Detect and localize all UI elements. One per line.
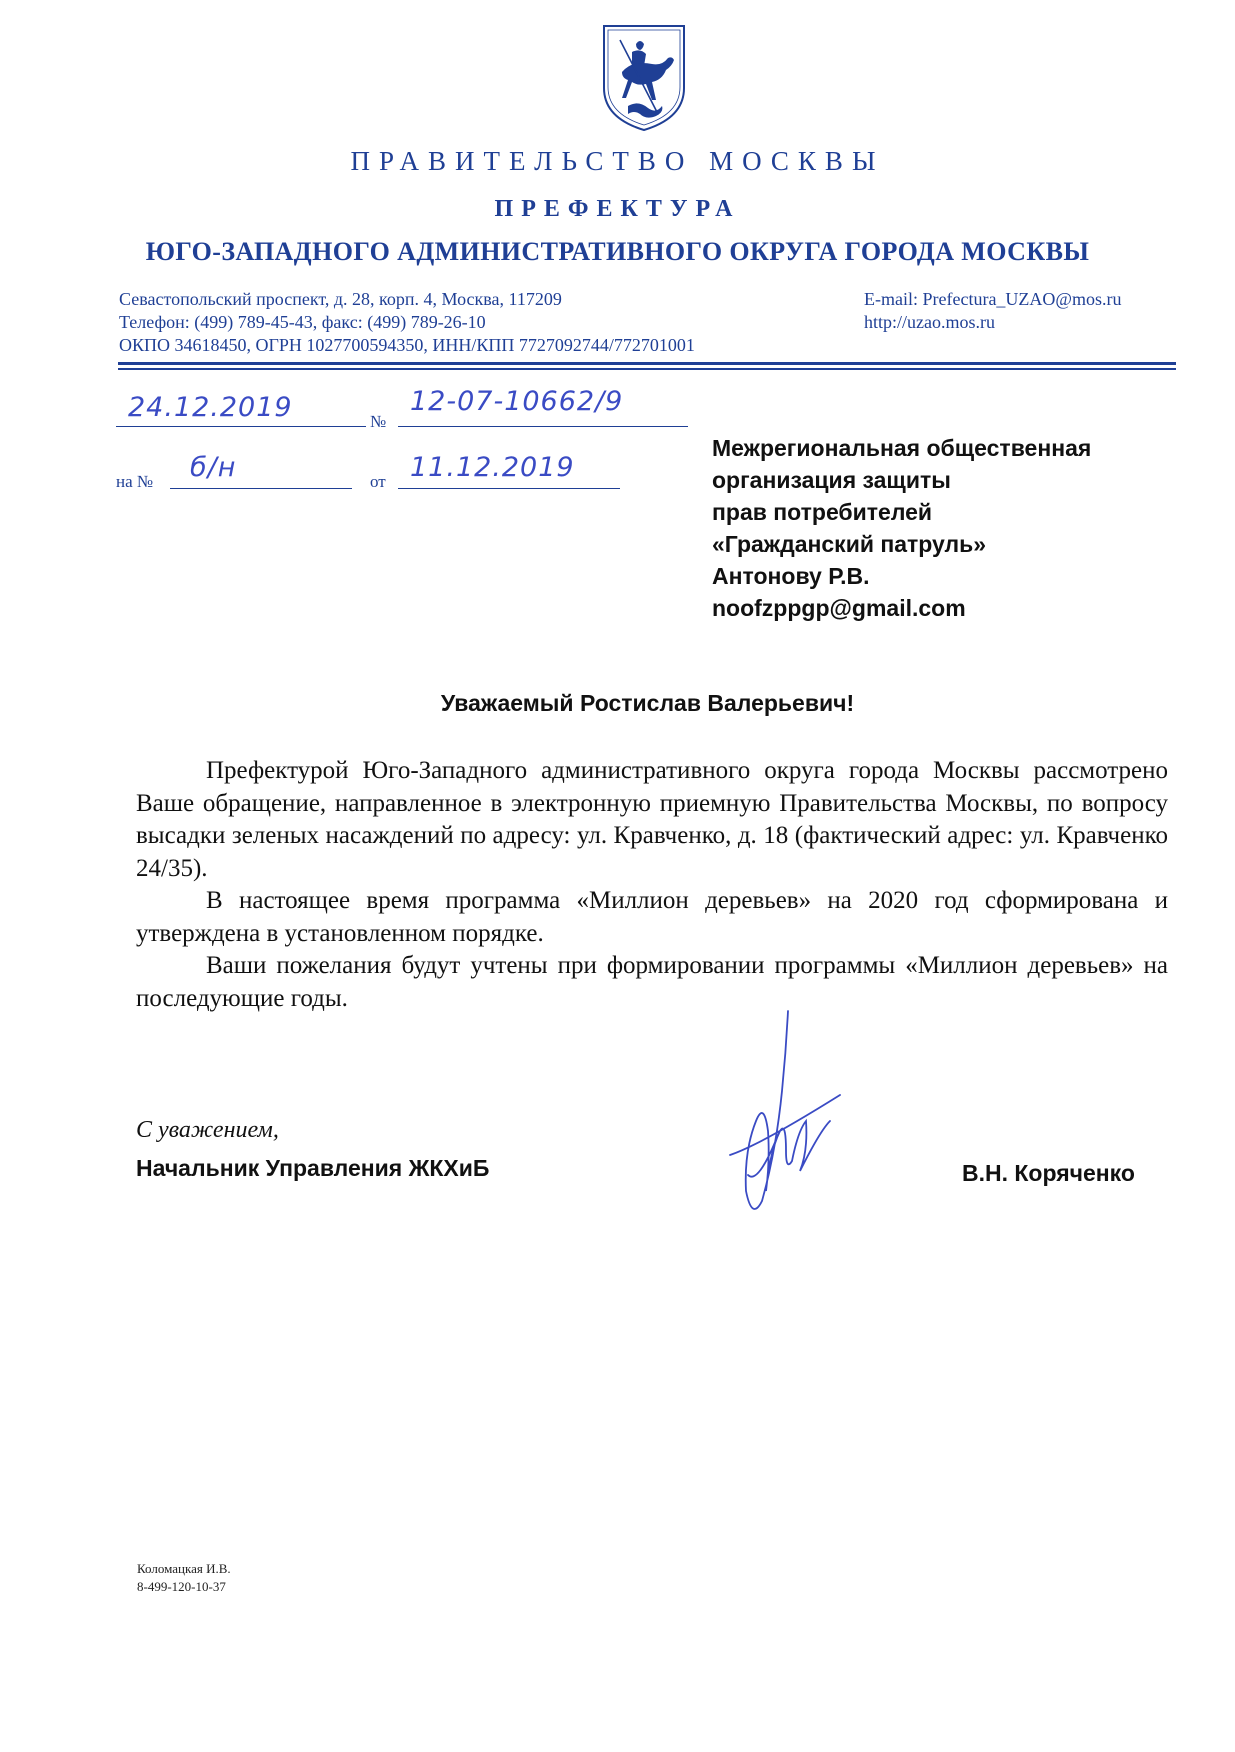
number-underline bbox=[398, 426, 688, 427]
salutation: Уважаемый Ростислав Валерьевич! bbox=[440, 690, 855, 716]
body-paragraph: В настоящее время программа «Миллион деревьев» на 2020 год сформирована и утверждена в установленном порядке. bbox=[136, 887, 1168, 947]
office-address: Севастопольский проспект, д. 28, корп. 4, Москва, 117209 bbox=[119, 289, 562, 309]
contact-block-right bbox=[864, 288, 1122, 334]
executor-name: Коломацкая И.В. bbox=[137, 1561, 231, 1576]
number-label: № bbox=[370, 412, 387, 431]
district-title: ЮГО-ЗАПАДНОГО АДМИНИСТРАТИВНОГО ОКРУГА ГОРОДА МОСКВЫ bbox=[145, 237, 1090, 266]
date-underline bbox=[116, 426, 366, 427]
body-paragraph: Ваши пожелания будут учтены при формировании программы «Миллион деревьев» на последующие годы. bbox=[136, 952, 1168, 1012]
outgoing-date: 24.12.2019 bbox=[128, 392, 293, 423]
body-paragraph: Префектурой Юго-Западного административного округа города Москвы рассмотрено Ваше обращение, направленное в электронную приемную Правительства Москвы, по вопросу высадки зеленых насаждений по адресу: ул. Кравченко, д. 18 (фактический адрес: ул. Кравченко 24/35). bbox=[136, 757, 1168, 882]
from-label: от bbox=[370, 472, 386, 491]
contact-block-left bbox=[119, 288, 695, 357]
outgoing-number: 12-07-10662/9 bbox=[410, 386, 624, 417]
handwritten-signature bbox=[690, 1005, 850, 1230]
executor-block bbox=[137, 1560, 231, 1596]
prefecture-title: ПРЕФЕКТУРА bbox=[494, 196, 741, 222]
office-codes: ОКПО 34618450, ОГРН 1027700594350, ИНН/КПП 7727092744/772701001 bbox=[119, 335, 695, 355]
addressee-email: noofzppgp@gmail.com bbox=[712, 595, 966, 621]
closing-regards: С уважением, bbox=[136, 1117, 279, 1143]
office-email: E-mail: Prefectura_UZAO@mos.ru bbox=[864, 289, 1122, 309]
executor-phone: 8-499-120-10-37 bbox=[137, 1579, 226, 1594]
addressee-line: организация защиты bbox=[712, 467, 951, 493]
addressee-name: Антонову Р.В. bbox=[712, 563, 870, 589]
addressee-block bbox=[712, 432, 1091, 624]
signer-position: Начальник Управления ЖКХиБ bbox=[136, 1155, 490, 1181]
government-title: ПРАВИТЕЛЬСТВО МОСКВЫ bbox=[350, 146, 885, 176]
moscow-coat-of-arms-icon bbox=[598, 22, 690, 134]
signer-name: В.Н. Коряченко bbox=[962, 1160, 1135, 1186]
from-underline bbox=[398, 488, 620, 489]
addressee-line: Межрегиональная общественная bbox=[712, 435, 1092, 461]
letter-body bbox=[136, 755, 1168, 1015]
reply-from-date: 11.12.2019 bbox=[410, 452, 575, 483]
reply-to-label: на № bbox=[116, 472, 154, 491]
reply-underline bbox=[170, 488, 352, 489]
letterhead-divider-thin bbox=[118, 368, 1176, 370]
reply-to-number: б/н bbox=[190, 452, 237, 483]
office-phone: Телефон: (499) 789-45-43, факс: (499) 789-26-10 bbox=[119, 312, 486, 332]
office-website: http://uzao.mos.ru bbox=[864, 312, 995, 332]
addressee-line: прав потребителей bbox=[712, 499, 933, 525]
letterhead-divider-thick bbox=[118, 362, 1176, 365]
addressee-line: «Гражданский патруль» bbox=[712, 531, 987, 557]
